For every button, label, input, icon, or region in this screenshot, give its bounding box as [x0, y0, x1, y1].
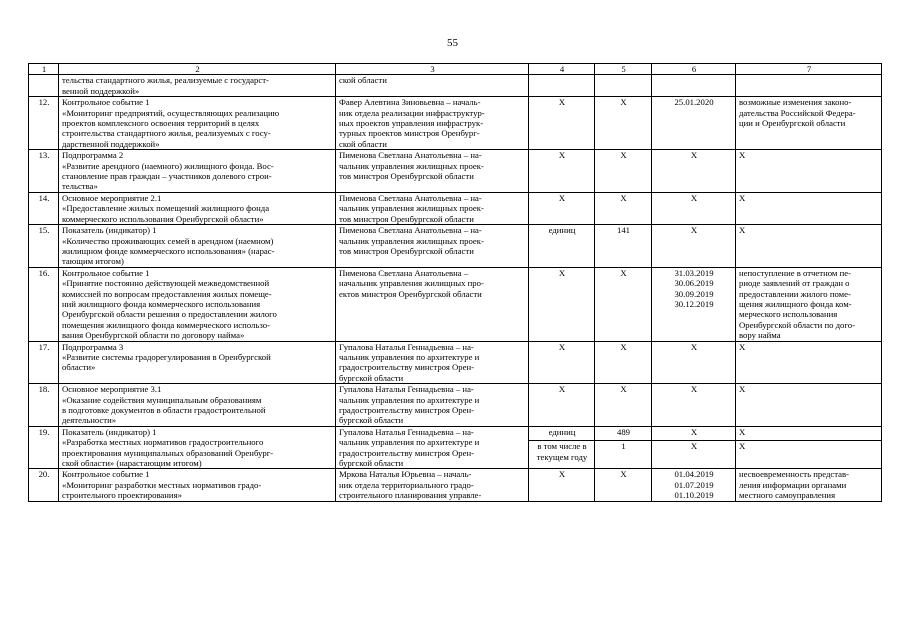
responsible-line: ектов минстроя Оренбургской области: [339, 288, 482, 299]
date-line: 01.10.2019: [674, 490, 714, 501]
table-row: [29, 150, 882, 193]
item-name-line: проектирования муниципальных образований Оренбург-: [62, 447, 274, 458]
responsible-line: ской области: [339, 138, 387, 149]
item-name-line: «Развитие арендного (наемного) жилищного фонда. Вос-: [62, 160, 274, 171]
unit-cell: Х: [529, 267, 595, 341]
item-name-line: комиссией по вопросам предоставления жилых помеще-: [62, 288, 272, 299]
note-cell: [736, 75, 882, 97]
responsible-cell: [336, 225, 529, 268]
responsible-cell: [336, 75, 529, 97]
note-line: щения жилищного фонда ком-: [739, 298, 852, 309]
responsible-line: Пименова Светлана Анатольевна – на-: [339, 150, 482, 161]
value-cell: 1: [595, 441, 652, 469]
note-line: местного самоуправления: [739, 490, 836, 501]
note-line: мерческого использования: [739, 309, 838, 320]
header-cell: 2: [59, 64, 336, 75]
unit-cell: Х: [529, 192, 595, 224]
responsible-line: Фавер Алевтина Зиновьевна – началь-: [339, 97, 481, 108]
date-cell: [652, 384, 736, 427]
unit-cell: [529, 441, 595, 469]
responsible-line: чальник управления жилищных проек-: [339, 203, 484, 214]
date-line: 25.01.2020: [674, 97, 714, 108]
row-number: 15.: [29, 225, 59, 268]
item-name-cell: [59, 225, 336, 268]
value-cell: Х: [595, 192, 652, 224]
item-name-cell: [59, 75, 336, 97]
page-number: 55: [447, 37, 458, 49]
header-cell: 5: [595, 64, 652, 75]
responsible-cell: [336, 469, 529, 501]
note-line: риоде заявлений от граждан о: [739, 278, 850, 289]
header-row: [29, 64, 882, 75]
unit-cell: Х: [529, 469, 595, 501]
item-name-line: тающим итогом): [62, 256, 124, 267]
date-cell: [652, 267, 736, 341]
date-cell: [652, 75, 736, 97]
date-cell: [652, 192, 736, 224]
note-cell: [736, 225, 882, 268]
note-line: возможные изменения законо-: [739, 97, 852, 108]
row-number: [29, 75, 59, 97]
item-name-line: Подпрограмма 2: [62, 150, 124, 161]
responsible-line: начальник управления жилищных про-: [339, 278, 484, 289]
item-name-line: проектов комплексного освоения территорий в целях: [62, 118, 260, 129]
responsible-line: бургской области: [339, 372, 404, 383]
responsible-line: тов минстроя Оренбургской области: [339, 171, 474, 182]
unit-cell: [529, 75, 595, 97]
date-line: 01.04.2019: [674, 469, 714, 480]
date-line: 30.12.2019: [674, 298, 714, 309]
note-cell: [736, 469, 882, 501]
header-cell: 4: [529, 64, 595, 75]
note-line: ции и Оренбургской области: [739, 118, 846, 129]
note-line: дательства Российской Федера-: [739, 107, 856, 118]
date-cell: [652, 97, 736, 150]
row-number: 19.: [29, 426, 59, 469]
date-line: Х: [690, 384, 698, 395]
item-name-line: строительного проектирования»: [62, 490, 182, 501]
item-name-line: становление прав граждан – участников долевого строи-: [62, 171, 272, 182]
plan-table: [28, 63, 882, 502]
date-line: 01.07.2019: [674, 479, 714, 490]
table-row: [29, 469, 882, 501]
header-cell: 7: [736, 64, 882, 75]
note-cell: Х: [736, 441, 882, 469]
note-line: Х: [739, 341, 746, 352]
unit-line: текущем году: [536, 451, 588, 462]
item-name-cell: [59, 150, 336, 193]
item-name-line: Контрольное событие 1: [62, 469, 150, 480]
item-name-cell: [59, 341, 336, 384]
date-cell: [652, 150, 736, 193]
responsible-cell: [336, 341, 529, 384]
header-cell: 3: [336, 64, 529, 75]
row-number: 14.: [29, 192, 59, 224]
note-line: Х: [739, 192, 746, 203]
item-name-line: строительства стандартного жилья, реализуемых с госу-: [62, 128, 271, 139]
note-line: несвоевременность представ-: [739, 469, 849, 480]
note-line: Х: [739, 384, 746, 395]
row-number: 17.: [29, 341, 59, 384]
value-cell: [595, 75, 652, 97]
item-name-cell: [59, 469, 336, 501]
note-cell: [736, 192, 882, 224]
responsible-line: Гупалова Наталья Геннадьевна – на-: [339, 341, 474, 352]
note-cell: [736, 150, 882, 193]
row-number: 13.: [29, 150, 59, 193]
responsible-line: чальник управления жилищных проек-: [339, 235, 484, 246]
date-line: Х: [690, 341, 698, 352]
date-cell: [652, 426, 736, 441]
responsible-line: чальник управления по архитектуре и: [339, 351, 480, 362]
row-number: 20.: [29, 469, 59, 501]
responsible-cell: [336, 426, 529, 469]
note-cell: [736, 384, 882, 427]
note-line: непоступление в отчетном пе-: [739, 267, 851, 278]
responsible-line: ник отдела реализации инфраструктур-: [339, 107, 485, 118]
responsible-line: градостроительству минстроя Орен-: [339, 362, 475, 373]
item-name-cell: [59, 426, 336, 469]
value-cell: Х: [595, 384, 652, 427]
table-row: [29, 97, 882, 150]
item-name-line: Контрольное событие 1: [62, 97, 150, 108]
responsible-line: строительного планирования управле-: [339, 490, 482, 501]
date-line: Х: [690, 192, 698, 203]
table-row: [29, 75, 882, 97]
responsible-line: градостроительству минстроя Орен-: [339, 405, 475, 415]
item-name-line: дарственной поддержкой»: [62, 138, 160, 149]
responsible-line: чальник управления по архитектуре и: [339, 437, 480, 448]
item-name-line: в подготовке документов в области градостроительной: [62, 405, 266, 415]
responsible-line: Мркова Наталья Юрьевна – началь-: [339, 469, 472, 480]
note-line: предоставлении жилого поме-: [739, 288, 851, 299]
item-name-line: Показатель (индикатор) 1: [62, 426, 157, 437]
item-name-cell: [59, 384, 336, 427]
table-row: [29, 426, 882, 441]
date-cell: [652, 469, 736, 501]
item-name-line: вания Оренбургской области по договору найма»: [62, 330, 245, 341]
responsible-cell: [336, 267, 529, 341]
item-name-line: ний жилищного фонда коммерческого использования: [62, 298, 261, 309]
item-name-line: «Оказание содействия муниципальным образованиям: [62, 394, 262, 405]
date-line: 31.03.2019: [674, 267, 714, 278]
responsible-line: тов минстроя Оренбургской области: [339, 213, 474, 224]
row-number: 18.: [29, 384, 59, 427]
date-cell: [652, 225, 736, 268]
responsible-line: Пименова Светлана Анатольевна –: [339, 267, 469, 278]
responsible-line: чальник управления по архитектуре и: [339, 394, 480, 405]
responsible-line: чальник управления жилищных проек-: [339, 160, 484, 171]
item-name-cell: [59, 97, 336, 150]
date-line: 30.09.2019: [674, 288, 714, 299]
value-cell: Х: [595, 97, 652, 150]
unit-cell: Х: [529, 384, 595, 427]
header-cell: 6: [652, 64, 736, 75]
item-name-line: коммерческого использования Оренбургской области»: [62, 213, 264, 224]
date-cell: [652, 341, 736, 384]
note-line: Х: [739, 426, 746, 437]
value-cell: Х: [595, 469, 652, 501]
responsible-line: Пименова Светлана Анатольевна – на-: [339, 225, 482, 236]
note-cell: [736, 426, 882, 441]
date-cell: Х: [652, 441, 736, 469]
item-name-line: Оренбургской области решения о предоставлении жилого: [62, 309, 277, 320]
unit-cell: единиц: [529, 426, 595, 441]
unit-cell: единиц: [529, 225, 595, 268]
note-line: Х: [739, 225, 746, 236]
item-name-cell: [59, 192, 336, 224]
note-line: Оренбургской области по дого-: [739, 319, 855, 330]
table-row: [29, 225, 882, 268]
responsible-line: Пименова Светлана Анатольевна – на-: [339, 192, 482, 203]
unit-cell: Х: [529, 97, 595, 150]
item-name-line: ской области» (нарастающим итогом): [62, 458, 202, 469]
item-name-cell: [59, 267, 336, 341]
item-name-line: деятельности»: [62, 415, 117, 426]
item-name-line: Подпрограмма 3: [62, 341, 124, 352]
row-number: 12.: [29, 97, 59, 150]
value-cell: 489: [595, 426, 652, 441]
item-name-line: Показатель (индикатор) 1: [62, 225, 157, 236]
item-name-line: области»: [62, 362, 96, 373]
responsible-line: бургской области: [339, 458, 404, 469]
unit-cell: Х: [529, 341, 595, 384]
unit-line: в том числе в: [537, 441, 587, 452]
date-line: 30.06.2019: [674, 278, 714, 289]
responsible-cell: [336, 192, 529, 224]
note-line: ления информации органами: [739, 479, 847, 490]
table-row: [29, 267, 882, 341]
responsible-cell: [336, 384, 529, 427]
item-name-line: «Мониторинг разработки местных нормативов градо-: [62, 479, 262, 490]
item-name-line: венной поддержкой»: [62, 85, 140, 96]
value-cell: Х: [595, 341, 652, 384]
note-cell: [736, 267, 882, 341]
item-name-line: «Разработка местных нормативов градостроительного: [62, 437, 264, 448]
responsible-line: ник отдела территориального градо-: [339, 479, 474, 490]
responsible-line: Гупалова Наталья Геннадьевна – на-: [339, 384, 474, 395]
date-line: Х: [690, 150, 698, 161]
item-name-line: тельства»: [62, 181, 98, 192]
item-name-line: «Принятие постоянно действующей межведомственной: [62, 278, 270, 289]
value-cell: 141: [595, 225, 652, 268]
date-line: Х: [690, 225, 698, 236]
responsible-line: градостроительству минстроя Орен-: [339, 447, 475, 458]
item-name-line: «Развитие системы градорегулирования в Оренбургской: [62, 351, 271, 362]
table-row: [29, 341, 882, 384]
responsible-line: бургской области: [339, 415, 404, 426]
table-row: [29, 384, 882, 427]
item-name-line: тельства стандартного жилья, реализуемые с государст-: [62, 75, 269, 86]
item-name-line: помещения жилищного фонда коммерческого использо-: [62, 319, 270, 330]
item-name-line: жилищном фонде коммерческого использования» (нарас-: [62, 245, 275, 256]
item-name-line: «Мониторинг предприятий, осуществляющих реализацию: [62, 107, 280, 118]
note-line: Х: [739, 150, 746, 161]
responsible-line: Гупалова Наталья Геннадьевна – на-: [339, 426, 474, 437]
responsible-cell: [336, 97, 529, 150]
value-cell: Х: [595, 150, 652, 193]
date-line: Х: [690, 426, 698, 437]
responsible-line: тов минстроя Оренбургской области: [339, 245, 474, 256]
note-cell: [736, 341, 882, 384]
responsible-line: ской области: [339, 75, 387, 86]
responsible-line: ных проектов управления инфраструк-: [339, 118, 484, 129]
item-name-line: Основное мероприятие 2.1: [62, 192, 162, 203]
note-line: вору найма: [739, 330, 781, 341]
table-row: [29, 192, 882, 224]
note-cell: [736, 97, 882, 150]
value-cell: Х: [595, 267, 652, 341]
item-name-line: Основное мероприятие 3.1: [62, 384, 162, 395]
unit-cell: Х: [529, 150, 595, 193]
item-name-line: Контрольное событие 1: [62, 267, 150, 278]
item-name-line: «Количество проживающих семей в арендном (наемном): [62, 235, 274, 246]
responsible-cell: [336, 150, 529, 193]
item-name-line: «Предоставление жилых помещений жилищного фонда: [62, 203, 270, 214]
responsible-line: турных проектов минстроя Оренбург-: [339, 128, 480, 139]
row-number: 16.: [29, 267, 59, 341]
header-cell: 1: [29, 64, 59, 75]
